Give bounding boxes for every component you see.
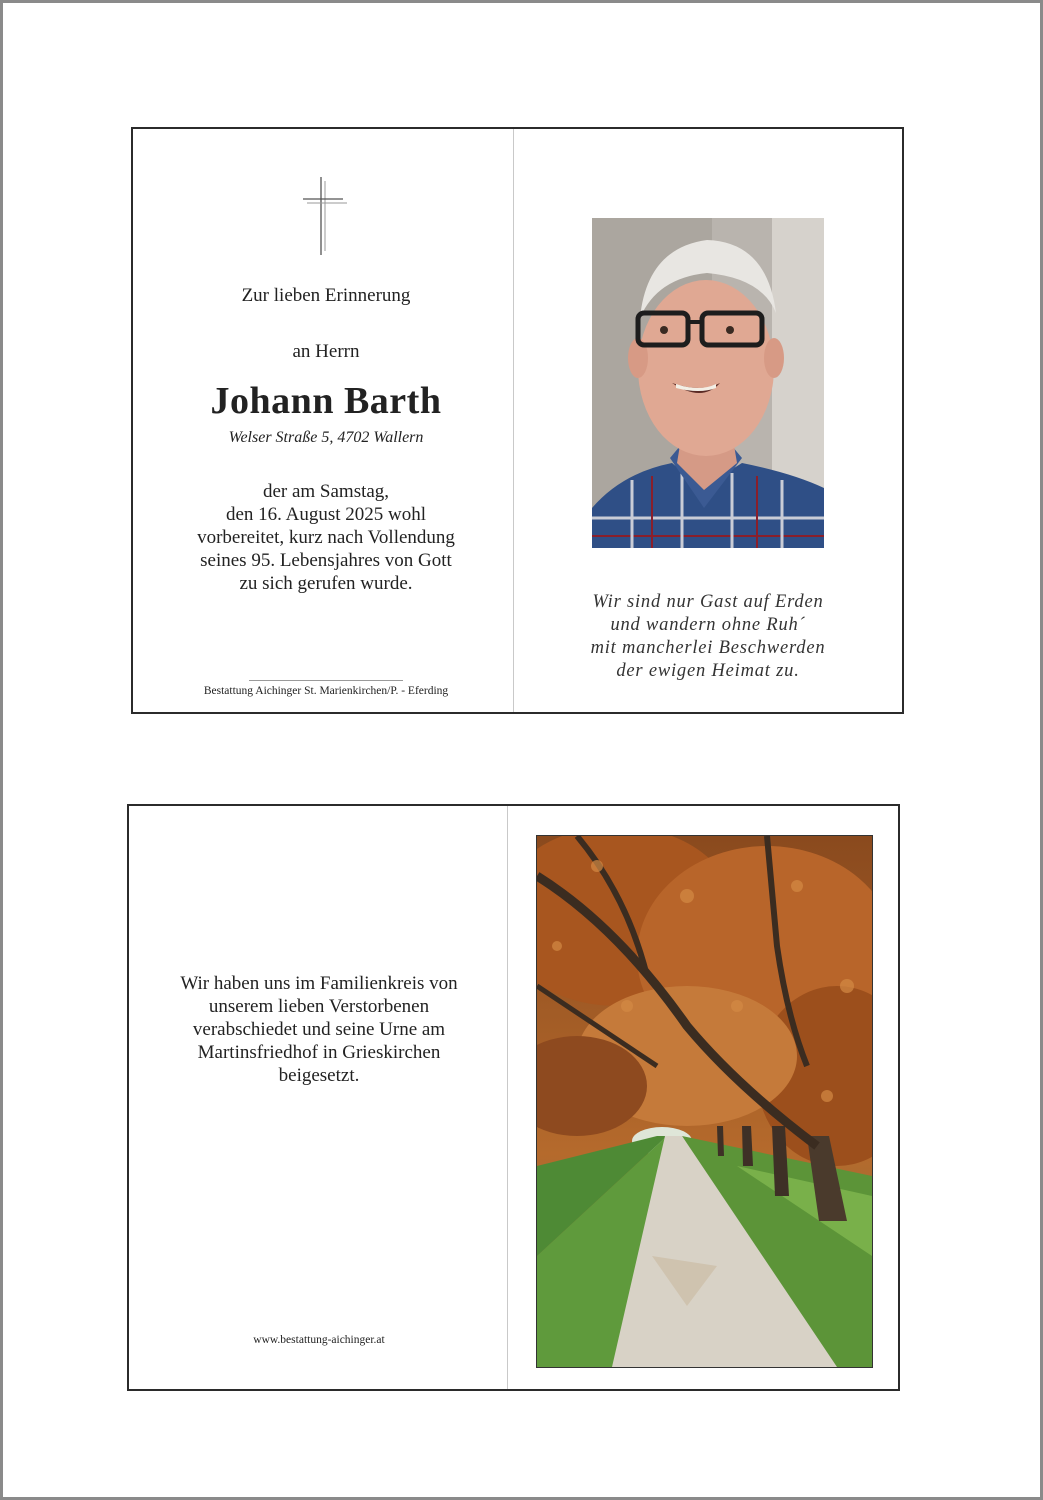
memorial-card-front — [131, 127, 904, 714]
farewell-line: verabschiedet und seine Urne am — [192, 1019, 446, 1040]
poem-line: Wir sind nur Gast auf Erden — [592, 592, 824, 612]
autumn-path-photo — [536, 835, 873, 1368]
portrait-photo — [592, 218, 824, 548]
death-notice-line: den 16. August 2025 wohl — [225, 504, 427, 525]
poem-line: der ewigen Heimat zu. — [616, 661, 800, 681]
card-fold-line — [513, 129, 514, 712]
farewell-line: Wir haben uns im Familienkreis von — [180, 973, 458, 994]
salutation-text: an Herrn — [292, 341, 360, 362]
death-notice-text — [153, 480, 499, 595]
cross-icon — [303, 177, 347, 255]
poem-text — [533, 591, 883, 683]
card-fold-line — [507, 806, 508, 1389]
death-notice-line: zu sich gerufen wurde. — [239, 573, 413, 594]
memorial-card-back — [127, 804, 900, 1391]
separator-line — [249, 680, 403, 681]
deceased-address: Welser Straße 5, 4702 Wallern — [228, 429, 424, 446]
poem-line: und wandern ohne Ruh´ — [610, 615, 806, 635]
death-notice-line: seines 95. Lebensjahres von Gott — [200, 550, 452, 571]
website-url: www.bestattung-aichinger.at — [253, 1334, 385, 1346]
deceased-name: Johann Barth — [210, 380, 442, 422]
intro-text: Zur lieben Erinnerung — [241, 285, 411, 306]
death-notice-line: der am Samstag, — [262, 481, 390, 502]
poem-line: mit mancherlei Beschwerden — [590, 638, 826, 658]
farewell-line: Martinsfriedhof in Grieskirchen — [197, 1042, 441, 1063]
farewell-text — [149, 972, 489, 1087]
death-notice-line: vorbereitet, kurz nach Vollendung — [197, 527, 455, 548]
undertaker-credit: Bestattung Aichinger St. Marienkirchen/P. - Eferding — [203, 685, 449, 697]
farewell-line: beigesetzt. — [278, 1065, 360, 1086]
farewell-line: unserem lieben Verstorbenen — [208, 996, 430, 1017]
